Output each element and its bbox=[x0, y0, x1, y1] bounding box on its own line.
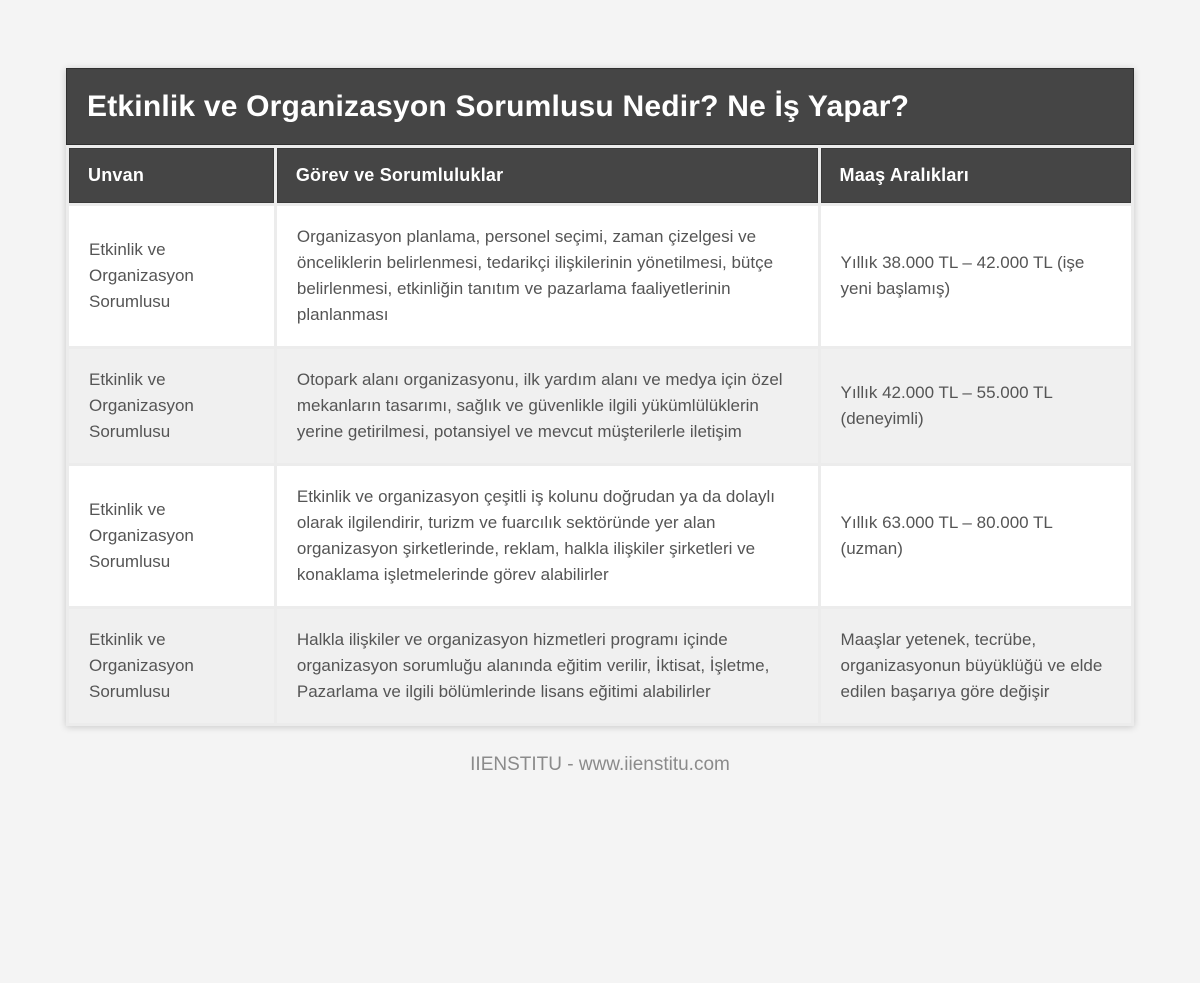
cell-unvan: Etkinlik ve Organizasyon Sorumlusu bbox=[69, 609, 274, 723]
column-header-unvan: Unvan bbox=[69, 148, 274, 203]
cell-gorev: Otopark alanı organizasyonu, ilk yardım alanı ve medya için özel mekanların tasarımı, sağlık ve güvenlikle ilgili yükümlülüklerin yerine getirilmesi, potansiyel ve mevcut müşterilerle iletişim bbox=[277, 349, 818, 463]
cell-maas: Maaşlar yetenek, tecrübe, organizasyonun büyüklüğü ve elde edilen başarıya göre değişir bbox=[821, 609, 1131, 723]
cell-maas: Yıllık 38.000 TL – 42.000 TL (işe yeni başlamış) bbox=[821, 206, 1131, 346]
cell-gorev: Halkla ilişkiler ve organizasyon hizmetleri programı içinde organizasyon sorumluğu alanında eğitim verilir, İktisat, İşletme, Pazarlama ve ilgili bölümlerinde lisans eğitimi alabilirler bbox=[277, 609, 818, 723]
cell-gorev: Organizasyon planlama, personel seçimi, zaman çizelgesi ve önceliklerin belirlenmesi, tedarikçi ilişkilerinin yönetilmesi, bütçe belirlenmesi, etkinliğin tanıtım ve pazarlama faaliyetlerinin planlanması bbox=[277, 206, 818, 346]
cell-maas: Yıllık 42.000 TL – 55.000 TL (deneyimli) bbox=[821, 349, 1131, 463]
job-table bbox=[66, 145, 1134, 726]
table-row bbox=[69, 466, 1131, 606]
cell-unvan: Etkinlik ve Organizasyon Sorumlusu bbox=[69, 466, 274, 606]
footer-credit: IIENSTITU - www.iienstitu.com bbox=[470, 754, 730, 775]
table-row bbox=[69, 609, 1131, 723]
cell-gorev: Etkinlik ve organizasyon çeşitli iş kolunu doğrudan ya da dolaylı olarak ilgilendirir, turizm ve fuarcılık sektöründe yer alan organizasyon şirketlerinde, reklam, halkla ilişkiler şirketleri ve konaklama işletmelerinde görev alabilirler bbox=[277, 466, 818, 606]
cell-unvan: Etkinlik ve Organizasyon Sorumlusu bbox=[69, 349, 274, 463]
table-row bbox=[69, 349, 1131, 463]
cell-unvan: Etkinlik ve Organizasyon Sorumlusu bbox=[69, 206, 274, 346]
column-header-gorev: Görev ve Sorumluluklar bbox=[277, 148, 818, 203]
job-info-card bbox=[66, 68, 1134, 726]
page-title: Etkinlik ve Organizasyon Sorumlusu Nedir? Ne İş Yapar? bbox=[66, 68, 1134, 145]
table-header-row bbox=[69, 148, 1131, 203]
cell-maas: Yıllık 63.000 TL – 80.000 TL (uzman) bbox=[821, 466, 1131, 606]
table-row bbox=[69, 206, 1131, 346]
column-header-maas: Maaş Aralıkları bbox=[821, 148, 1131, 203]
